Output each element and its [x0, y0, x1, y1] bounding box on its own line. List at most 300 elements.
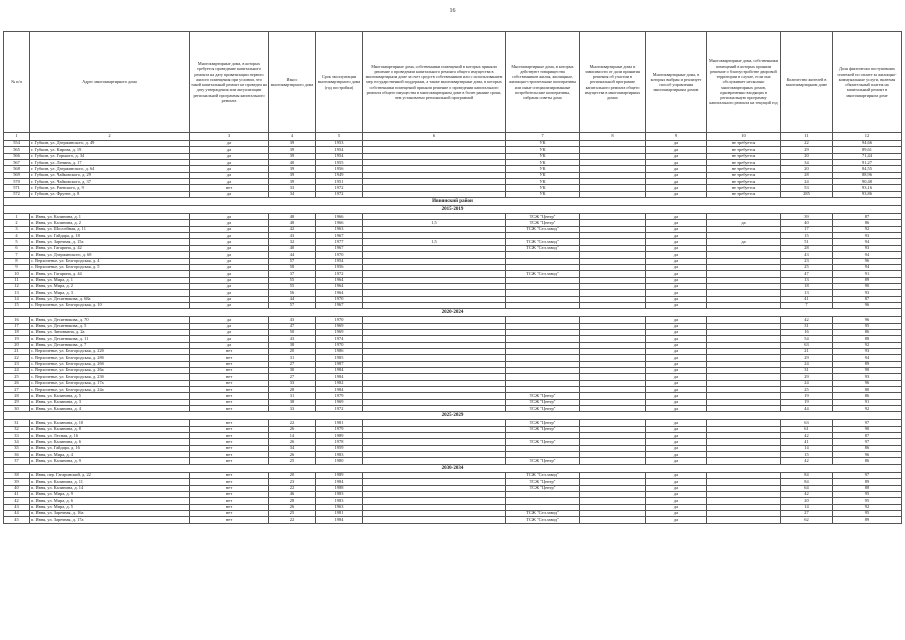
table-cell: 31 [781, 323, 833, 329]
table-cell: 4 [4, 233, 30, 239]
table-cell: 8 [4, 258, 30, 264]
table-cell: да [646, 387, 707, 393]
table-cell: 34 [781, 160, 833, 166]
table-cell: 570 [4, 179, 30, 185]
table-cell: да [646, 141, 707, 147]
table-cell: с. Верхопенье, ул. Белгородская, д. 24а [30, 387, 190, 393]
table-cell: нет [190, 426, 269, 432]
table-cell: ТСЖ "Сел.завод" [506, 517, 580, 523]
table-cell: не требуется [707, 147, 781, 153]
table-cell: 91,27 [833, 160, 902, 166]
table-cell: с. Верхопенье, ул. Белгородская, д. 28б [30, 355, 190, 361]
table-cell: 84 [781, 472, 833, 478]
table-cell: 87 [833, 433, 902, 439]
table-cell: 285 [781, 191, 833, 197]
table-cell: нет [190, 445, 269, 451]
table-cell: да [646, 264, 707, 270]
table-cell: да [646, 302, 707, 308]
table-cell: 33 [269, 185, 316, 191]
table-cell: ТСЖ "Сел.завод" [506, 239, 580, 245]
table-cell: 96 [833, 317, 902, 323]
table-cell: 34 [4, 439, 30, 445]
table-cell: да [190, 233, 269, 239]
table-cell: 51 [781, 239, 833, 245]
table-cell: да [646, 147, 707, 153]
table-cell: 30 [269, 368, 316, 374]
table-cell: да [190, 166, 269, 172]
table-cell: не требуется [707, 172, 781, 178]
table-cell: п. Ивня, ул. Калинина, д. 6 [30, 439, 190, 445]
table-cell: 1970 [316, 317, 363, 323]
column-number: 3 [190, 133, 269, 141]
table-cell: 20 [269, 472, 316, 478]
table-cell: 13 [4, 290, 30, 296]
table-cell: п. Ивня, ул. Заречная, д. 16а [30, 510, 190, 516]
table-cell: 97 [833, 472, 902, 478]
table-cell: 22 [781, 141, 833, 147]
table-cell: да [190, 147, 269, 153]
table-cell: да [646, 245, 707, 251]
table-cell: 56 [269, 290, 316, 296]
table-cell: 26 [269, 439, 316, 445]
table-cell: ТСЖ "Центр" [506, 420, 580, 426]
table-cell: нет [190, 498, 269, 504]
table-cell: 95 [833, 510, 902, 516]
table-cell: 31 [4, 420, 30, 426]
table-cell: да [646, 510, 707, 516]
table-cell: нет [190, 380, 269, 386]
table-cell: г. Губкин, ул. Раевского, д. 9 [30, 185, 190, 191]
column-number: 7 [506, 133, 580, 141]
page-number: 16 [449, 8, 456, 14]
table-cell: ТСЖ "Центр" [506, 399, 580, 405]
table-cell: да [646, 491, 707, 497]
table-cell: 25 [4, 374, 30, 380]
table-cell: УК [506, 172, 580, 178]
column-number: 6 [363, 133, 506, 141]
table-cell: да [190, 296, 269, 302]
table-cell: нет [190, 185, 269, 191]
table-cell: 39 [269, 147, 316, 153]
table-cell: да [190, 277, 269, 283]
table-cell: 13 [781, 277, 833, 283]
table-cell: 1988 [316, 485, 363, 491]
table-cell: да [646, 179, 707, 185]
table-cell: 17 [4, 323, 30, 329]
table-cell: 1977 [316, 239, 363, 245]
table-cell: г. Губкин, ул. Ленина, д. 17 [30, 160, 190, 166]
table-cell: 39 [781, 214, 833, 220]
table-cell: 5 [4, 239, 30, 245]
table-cell: с. Верхопенье, ул. Белгородская, д. 22б [30, 348, 190, 354]
table-cell: 37 [269, 271, 316, 277]
table-cell: 1970 [316, 252, 363, 258]
table-cell: 1989 [316, 433, 363, 439]
section-title: 2030-2034 [4, 464, 902, 472]
table-cell: 29 [781, 147, 833, 153]
table-cell: да [646, 317, 707, 323]
table-cell: 24 [4, 368, 30, 374]
column-header: Количество жителей в многоквартирном доме [781, 32, 833, 133]
table-cell: 1981 [316, 420, 363, 426]
table-cell: да [646, 433, 707, 439]
table-cell: г. Губкин, ул. Горького, д. 34 [30, 153, 190, 159]
table-cell: 1969 [316, 323, 363, 329]
table-cell: 14 [781, 504, 833, 510]
table-cell: да [646, 368, 707, 374]
table-cell: 89 [833, 517, 902, 523]
table-cell: 42 [781, 458, 833, 464]
table-cell: нет [190, 348, 269, 354]
table-cell: п. Ивня, ул. Калинина, д. 4 [30, 406, 190, 412]
table-cell: да [646, 399, 707, 405]
table-cell: УК [506, 153, 580, 159]
table-cell: 17 [781, 226, 833, 232]
table-cell: 93 [833, 233, 902, 239]
table-cell: да [646, 355, 707, 361]
table-cell: 1964 [316, 283, 363, 289]
table-cell: да [646, 452, 707, 458]
table-cell: г. Губкин, ул. Чайковского, д. 37 [30, 179, 190, 185]
table-cell: 1964 [316, 290, 363, 296]
table-cell: 47 [781, 271, 833, 277]
table-cell: 1951 [316, 179, 363, 185]
table-cell: с. Верхопенье, ул. Белгородская, д. 17а [30, 380, 190, 386]
table-cell: 48 [269, 220, 316, 226]
table-cell: 96 [833, 302, 902, 308]
section-header-row [4, 309, 902, 317]
table-cell: нет [190, 517, 269, 523]
table-cell: п. Ивня, ул. Заречная, д. 17а [30, 517, 190, 523]
section-title: 2020-2024 [4, 309, 902, 317]
table-cell: 39 [269, 172, 316, 178]
table-cell: п. Ивня, ул. Калинина, д. 10 [30, 420, 190, 426]
table-cell: п. Ивня, ул. Десятникова, д. 70 [30, 317, 190, 323]
table-cell: да [190, 342, 269, 348]
table-cell: п. Ивня, ул. Мира, д. 3 [30, 290, 190, 296]
table-cell: да [190, 179, 269, 185]
table-cell: да [646, 517, 707, 523]
table-cell: п. Ивня, ул. Зиновкина, д. 2а [30, 329, 190, 335]
table-cell: 1972 [316, 185, 363, 191]
table-cell: 1949 [316, 172, 363, 178]
table-cell: 1,5 [363, 220, 506, 226]
table-cell: да [190, 153, 269, 159]
table-cell: да [646, 233, 707, 239]
table-cell: да [707, 239, 781, 245]
table-cell: 92 [833, 342, 902, 348]
table-cell: 40 [269, 160, 316, 166]
table-cell: нет [190, 485, 269, 491]
table-cell: 61 [781, 426, 833, 432]
table-cell: 1984 [316, 387, 363, 393]
column-header: № п/п [4, 32, 30, 133]
table-cell: 1963 [316, 504, 363, 510]
table-cell: г. Губкин, ул. Кирова, д. 19 [30, 147, 190, 153]
table-cell: 25 [781, 387, 833, 393]
table-cell: да [646, 374, 707, 380]
table-cell: 20 [781, 166, 833, 172]
table-cell: 42 [269, 226, 316, 232]
table-cell: да [190, 214, 269, 220]
table-cell: 29 [781, 374, 833, 380]
table-cell: 24 [781, 179, 833, 185]
table-cell: нет [190, 504, 269, 510]
table-cell: 42 [781, 317, 833, 323]
table-cell: 568 [4, 166, 30, 172]
table-cell: с. Верхопенье, ул. Белгородская, д. 10 [30, 302, 190, 308]
table-cell: 93 [833, 245, 902, 251]
table-cell: п. Ивня, ул. Заречная, д. 15а [30, 239, 190, 245]
table-cell: да [190, 317, 269, 323]
table-cell: 62 [781, 517, 833, 523]
column-header: Износ многоквартирного дома [269, 32, 316, 133]
column-header: Многоквартирные дома, в которых действуют товарищества собственников жилья, жилищные, жилищно-строительные кооперативы или иные специализированные потребительские кооперативы, избраны советы дома [506, 32, 580, 133]
table-cell: 1969 [316, 399, 363, 405]
table-cell: с. Верхопенье, ул. Белгородская, д. 23б [30, 374, 190, 380]
table-cell: п. Ивня, ул. Десятникова, д. 7 [30, 342, 190, 348]
table-cell: 14 [4, 296, 30, 302]
table-cell: 38 [269, 342, 316, 348]
table-cell: 28 [269, 387, 316, 393]
table-cell: 10 [4, 271, 30, 277]
table-cell: 1979 [316, 393, 363, 399]
table-cell: 1967 [316, 233, 363, 239]
table-cell: 1964 [316, 277, 363, 283]
table-cell: п. Ивня, ул. Шоссейная, д. 11 [30, 226, 190, 232]
table-cell: 28 [781, 245, 833, 251]
table-cell: 20 [269, 348, 316, 354]
table-cell: ТСЖ "Сел.завод" [506, 226, 580, 232]
table-cell: 22 [4, 355, 30, 361]
table-cell: да [646, 160, 707, 166]
table-cell: 565 [4, 147, 30, 153]
table-cell: п. Ивня, ул. Калинина, д. 2 [30, 220, 190, 226]
section-title: Ивнянский район [4, 198, 902, 206]
table-cell: п. Ивня, ул. Мира, д. 2 [30, 283, 190, 289]
table-cell: ТСЖ "Сел.завод" [506, 245, 580, 251]
table-cell: 43 [781, 252, 833, 258]
table-cell: 14 [781, 445, 833, 451]
table-cell: 80 [833, 387, 902, 393]
table-cell: 1969 [316, 329, 363, 335]
table-cell: ТСЖ "Центр" [506, 439, 580, 445]
section-title: 2015-2019 [4, 206, 902, 214]
table-cell: 41 [781, 439, 833, 445]
table-cell: 43 [269, 233, 316, 239]
table-cell: нет [190, 361, 269, 367]
table-cell: 43 [4, 504, 30, 510]
table-cell: 55 [269, 283, 316, 289]
table-cell: 86 [833, 458, 902, 464]
table-cell: да [646, 296, 707, 302]
table-cell: да [646, 239, 707, 245]
column-number-row [4, 133, 902, 141]
table-cell: 93,16 [833, 185, 902, 191]
table-cell: 31 [269, 393, 316, 399]
table-cell: УК [506, 185, 580, 191]
table-cell: да [646, 472, 707, 478]
table-cell: 20 [781, 153, 833, 159]
table-cell: да [646, 258, 707, 264]
table-cell: 53 [781, 185, 833, 191]
table-cell: 27 [4, 387, 30, 393]
table-cell: 46 [269, 491, 316, 497]
table-cell: 93 [833, 374, 902, 380]
column-header: Срок эксплуатации многоквартирного дома (год постройки) [316, 32, 363, 133]
table-cell: нет [190, 472, 269, 478]
table-cell: да [190, 191, 269, 197]
table-cell: 94 [833, 239, 902, 245]
table-cell: 1986 [316, 348, 363, 354]
table-cell: п. Ивня, ул. Гагарина, д. 44 [30, 271, 190, 277]
table-cell: 57 [269, 258, 316, 264]
table-cell: 93 [833, 290, 902, 296]
table-cell: 86 [833, 329, 902, 335]
table-cell: 1,5 [363, 239, 506, 245]
table-cell: 40 [4, 485, 30, 491]
table-cell: да [646, 348, 707, 354]
table-cell: 566 [4, 153, 30, 159]
table-cell: не требуется [707, 185, 781, 191]
table-cell: п. Ивня, ул. Калинина, д. 9 [30, 458, 190, 464]
column-number: 2 [30, 133, 190, 141]
table-cell: 97 [833, 439, 902, 445]
table-cell: нет [190, 393, 269, 399]
section-header-row [4, 412, 902, 420]
table-cell: 93,86 [833, 191, 902, 197]
table-cell: УК [506, 160, 580, 166]
table-cell: да [190, 323, 269, 329]
table-cell: 88 [833, 336, 902, 342]
table-cell: 19 [4, 336, 30, 342]
table-cell: да [190, 271, 269, 277]
table-cell: п. Ивня, пер. Гагаринский, д. 22 [30, 472, 190, 478]
column-number: 8 [580, 133, 646, 141]
table-cell: нет [190, 491, 269, 497]
table-cell: УК [506, 179, 580, 185]
table-cell: да [646, 283, 707, 289]
table-cell: 1959 [316, 445, 363, 451]
table-cell: 87 [833, 214, 902, 220]
table-cell: п. Ивня, ул. Калинина, д. 5 [30, 393, 190, 399]
table-cell: 87 [833, 296, 902, 302]
table-cell: 39 [269, 166, 316, 172]
table-cell: 1985 [316, 355, 363, 361]
column-number: 5 [316, 133, 363, 141]
table-cell: 31 [781, 368, 833, 374]
table-cell: да [646, 172, 707, 178]
table-cell: 39 [269, 179, 316, 185]
table-cell: нет [190, 452, 269, 458]
table-cell: 40 [781, 220, 833, 226]
table-cell: п. Ивня, ул. Калинина, д. 3 [30, 399, 190, 405]
table-cell: 90,48 [833, 179, 902, 185]
table-cell: 1981 [316, 510, 363, 516]
table-cell: да [190, 290, 269, 296]
table-cell: п. Ивня, ул. Мира, д. 5 [30, 504, 190, 510]
table-cell: 88,96 [833, 172, 902, 178]
table-cell: п. Ивня, ул. Мира, д. 9 [30, 491, 190, 497]
table-cell: 554 [4, 141, 30, 147]
table-cell: 21 [781, 348, 833, 354]
table-cell: 90 [833, 283, 902, 289]
table-cell: да [646, 406, 707, 412]
table-cell: да [190, 226, 269, 232]
column-header: Доля фактически поступивших платежей по оплате за жилищно-коммунальные услуги, включая обязательный платеж на капитальный ремонт в многоквартирном доме [833, 32, 902, 133]
table-cell: да [190, 160, 269, 166]
table-cell: 3 [4, 226, 30, 232]
column-number: 10 [707, 133, 781, 141]
table-cell: п. Ивня, ул. Мира, д. 4 [30, 452, 190, 458]
table-cell: 1970 [316, 342, 363, 348]
table-cell: 6 [4, 245, 30, 251]
table-cell: да [646, 271, 707, 277]
table-cell: 29 [781, 355, 833, 361]
table-cell: 1982 [316, 380, 363, 386]
table-cell: 95 [833, 491, 902, 497]
table-cell: нет [190, 510, 269, 516]
table-cell: да [646, 498, 707, 504]
table-cell: 21 [4, 348, 30, 354]
table-cell: да [646, 214, 707, 220]
table-cell: 31 [269, 355, 316, 361]
table-cell: 1954 [316, 153, 363, 159]
table-cell: п. Ивня, ул. Мира, д. 1 [30, 277, 190, 283]
table-cell: 16 [4, 317, 30, 323]
table-cell: нет [190, 458, 269, 464]
table-cell: 22 [269, 420, 316, 426]
table-cell: да [190, 283, 269, 289]
table-cell: нет [190, 406, 269, 412]
table-cell: п. Ивня, ул. Калинина, д. 8 [30, 426, 190, 432]
table-cell: 1954 [316, 258, 363, 264]
table-cell: нет [190, 479, 269, 485]
table-cell: да [646, 485, 707, 491]
column-header: Многоквартирные дома, в которых требуется проведение капитального ремонта на дату приватизации первого жилого помещения при условии, что такой капитальный ремонт не проведен на дату утверждения или актуализации региональной программы капитального ремонта [190, 32, 269, 133]
column-header: Многоквартирные дома, в которых выбран и реализует способ управления многоквартирным домом [646, 32, 707, 133]
table-cell: 569 [4, 172, 30, 178]
table-cell: 38 [4, 472, 30, 478]
table-cell: 97 [833, 420, 902, 426]
table-cell: не требуется [707, 166, 781, 172]
table-cell: 1987 [316, 361, 363, 367]
table-cell: 89,61 [833, 147, 902, 153]
table-cell: да [190, 245, 269, 251]
table-cell: с. Верхопенье, ул. Белгородская, д. 26а [30, 368, 190, 374]
table-cell: 44 [4, 510, 30, 516]
table-cell: г. Губкин, ул. Фрунзе, д. 8 [30, 191, 190, 197]
table-cell: нет [190, 420, 269, 426]
table-cell: 44 [269, 252, 316, 258]
table-cell: 41 [4, 491, 30, 497]
table-cell: не требуется [707, 141, 781, 147]
table-cell: 1970 [316, 296, 363, 302]
table-cell: да [646, 479, 707, 485]
table-cell: 55 [269, 277, 316, 283]
table-cell: да [646, 380, 707, 386]
table-cell: 25 [269, 458, 316, 464]
table-cell: с. Верхопенье, ул. Белгородская, д. 5 [30, 264, 190, 270]
table-cell: 42 [781, 433, 833, 439]
table-cell: 89 [833, 479, 902, 485]
table-cell: да [190, 252, 269, 258]
table-cell: п. Ивня, ул. Гайдара, д. 16 [30, 445, 190, 451]
table-cell: 1954 [316, 147, 363, 153]
table-cell: 25 [781, 264, 833, 270]
table-cell: да [190, 141, 269, 147]
table-cell: 1956 [316, 166, 363, 172]
